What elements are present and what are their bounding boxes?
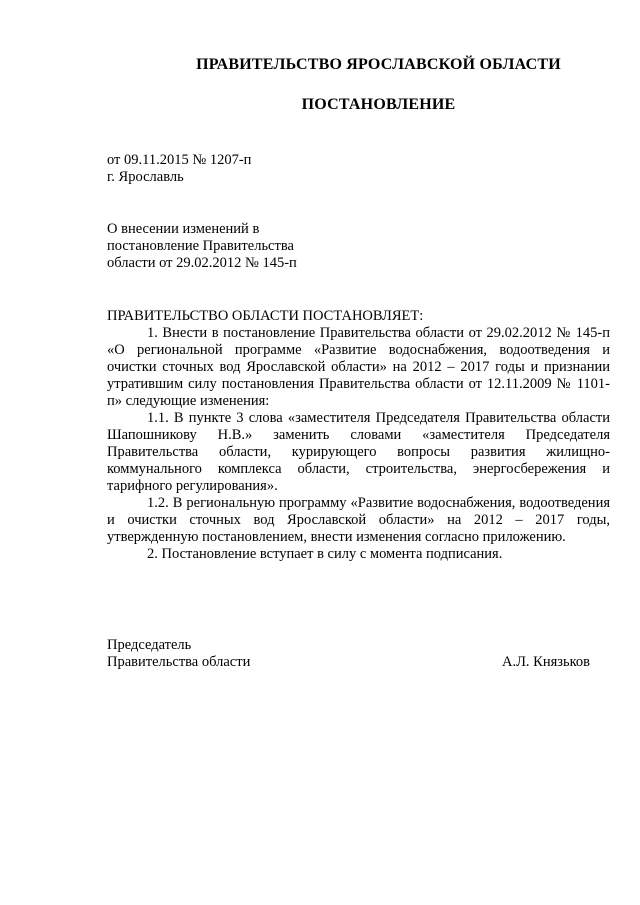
subject-line-3: области от 29.02.2012 № 145-п xyxy=(107,255,297,271)
paragraph-1: 1. Внести в постановление Правительства области от 29.02.2012 № 145-п «О региональной программе «Развитие водоснабжения, водоотведения и очистки сточных вод Ярославской области» на 2012 – 2017 годы и признании утратившим силу постановления Правительства области от 12.11.2009 № 1101-п» следующие изменения: xyxy=(107,325,610,409)
signatory-position-line-2: Правительства области xyxy=(107,654,251,670)
document-date-number: от 09.11.2015 № 1207-п xyxy=(107,152,252,168)
signatory-name: А.Л. Князьков xyxy=(501,654,590,670)
subject-line-2: постановление Правительства xyxy=(107,238,294,254)
paragraph-1-2: 1.2. В региональную программу «Развитие водоснабжения, водоотведения и очистки сточных вод Ярославской области» на 2012 – 2017 годы, утвержденную постановлением, внести изменения согласно приложению. xyxy=(107,495,610,545)
signature-block xyxy=(107,637,590,671)
document-city: г. Ярославль xyxy=(107,169,184,185)
paragraph-2: 2. Постановление вступает в силу с момента подписания. xyxy=(147,546,503,562)
signatory-position-line-1: Председатель xyxy=(107,637,192,653)
document-header-title: ПРАВИТЕЛЬСТВО ЯРОСЛАВСКОЙ ОБЛАСТИ xyxy=(196,56,561,73)
paragraph-1-1: 1.1. В пункте 3 слова «заместителя Председателя Правительства области Шапошникову Н.В.» заменить словами «заместителя Председателя Правительства области, курирующего вопросы развития жилищно-коммунального комплекса области, строительства, энергосбережения и тарифного регулирования». xyxy=(107,410,610,494)
resolution-lead: ПРАВИТЕЛЬСТВО ОБЛАСТИ ПОСТАНОВЛЯЕТ: xyxy=(107,308,424,324)
subject-line-1: О внесении изменений в xyxy=(107,221,260,237)
document-type: ПОСТАНОВЛЕНИЕ xyxy=(301,96,456,113)
signature-row xyxy=(107,654,590,671)
document-body xyxy=(107,308,610,563)
